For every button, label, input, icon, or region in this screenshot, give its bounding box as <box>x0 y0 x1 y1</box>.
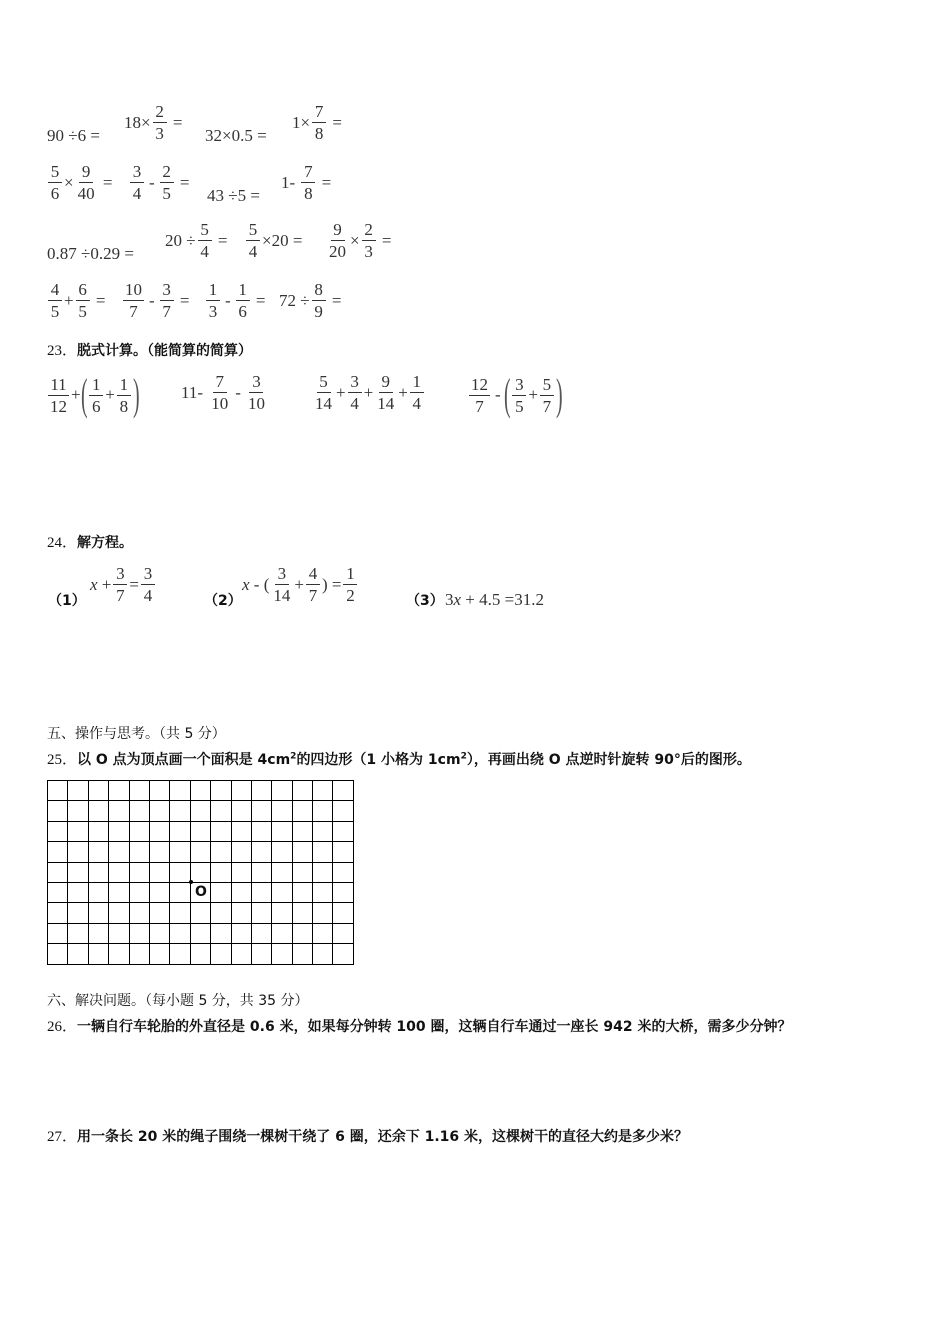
grid-cell <box>333 944 353 964</box>
grid-cell <box>211 923 231 943</box>
calc-3-3: 5 4 ×20 = <box>244 221 302 260</box>
calc-2-1: 5 6 × 9 40 = <box>46 163 112 202</box>
grid-cell <box>190 862 210 882</box>
grid-cell <box>48 862 68 882</box>
grid-cell <box>48 882 68 902</box>
grid-cell <box>333 882 353 902</box>
grid-cell <box>292 923 312 943</box>
grid-cell <box>48 781 68 801</box>
grid-cell <box>68 882 88 902</box>
grid-cell <box>333 842 353 862</box>
grid-cell <box>313 862 333 882</box>
grid-cell <box>88 923 108 943</box>
grid-cell <box>129 862 149 882</box>
grid-cell <box>292 801 312 821</box>
section-5-title: 五、操作与思考。（共 5 分） <box>47 726 226 742</box>
grid-cell <box>88 781 108 801</box>
grid-cell <box>109 781 129 801</box>
grid-cell <box>88 903 108 923</box>
calc-3-4: 9 20 × 2 3 = <box>329 220 392 261</box>
grid-cell <box>129 903 149 923</box>
grid-cell <box>211 821 231 841</box>
grid-cell <box>190 903 210 923</box>
grid-cell <box>313 821 333 841</box>
grid-cell <box>149 903 169 923</box>
grid-cell <box>231 862 251 882</box>
q27-text: 27．用一条长 20 米的绳子围绕一棵树干绕了 6 圈，还余下 1.16 米，这棵树干的直径大约是多少米？ <box>47 1129 689 1145</box>
grid-cell <box>48 821 68 841</box>
grid-cell <box>292 882 312 902</box>
grid-cell <box>292 781 312 801</box>
grid-cell <box>190 821 210 841</box>
grid-cell <box>170 903 190 923</box>
grid-cell <box>251 842 271 862</box>
q24-label-1: （1） <box>48 593 86 609</box>
grid-cell <box>109 842 129 862</box>
grid-cell <box>313 923 333 943</box>
grid-cell <box>68 903 88 923</box>
grid-cell <box>211 842 231 862</box>
calc-1-2: 18× 2 3 = <box>124 102 183 143</box>
grid-cell <box>211 862 231 882</box>
grid-cell <box>313 842 333 862</box>
grid-cell <box>88 801 108 821</box>
grid-cell <box>68 862 88 882</box>
q24-label-3: （3） <box>406 593 444 609</box>
q24-eq-2: x - ( 3 14 + 4 7 ) = 1 2 <box>242 565 359 604</box>
grid-cell <box>251 801 271 821</box>
grid-cell <box>190 842 210 862</box>
grid-cell <box>170 821 190 841</box>
calc-2-4: 1- 7 8 = <box>281 162 332 203</box>
grid-cell <box>109 821 129 841</box>
grid-cell <box>251 944 271 964</box>
grid-cell <box>109 944 129 964</box>
grid-cell <box>129 944 149 964</box>
grid-cell <box>68 842 88 862</box>
grid-cell <box>129 801 149 821</box>
q23-expr-4: 12 7 - ( 3 5 + 5 7 ) <box>471 370 563 419</box>
grid-cell <box>333 821 353 841</box>
grid-cell <box>149 882 169 902</box>
grid-cell <box>211 801 231 821</box>
q26-text: 26．一辆自行车轮胎的外直径是 0.6 米，如果每分钟转 100 圈，这辆自行车通过一座长 942 米的大桥，需多少分钟？ <box>47 1019 792 1035</box>
q24-eq-1: x + 3 7 = 3 4 <box>90 565 157 604</box>
grid-cell <box>231 923 251 943</box>
q24-eq-3: 3 x + 4.5 =31.2 <box>445 590 544 609</box>
grid-cell <box>88 862 108 882</box>
grid-cell <box>170 882 190 902</box>
grid-cell <box>211 903 231 923</box>
grid-cell <box>292 862 312 882</box>
grid-cell <box>129 882 149 902</box>
grid-cell <box>170 944 190 964</box>
grid-cell <box>68 781 88 801</box>
grid-cell <box>48 801 68 821</box>
grid-cell <box>149 821 169 841</box>
calc-1-4: 1× 7 8 = <box>292 102 342 143</box>
calc-1-1: 90 ÷6 = <box>47 126 100 145</box>
q23-heading: 23．脱式计算。（能简算的简算） <box>47 343 253 359</box>
grid-cell <box>170 862 190 882</box>
grid-cell <box>272 944 292 964</box>
calc-1-3: 32×0.5 = <box>205 126 267 145</box>
grid-cell <box>149 842 169 862</box>
calc-4-1: 4 5 + 6 5 = <box>46 281 105 320</box>
grid-cell <box>48 923 68 943</box>
grid-cell <box>251 862 271 882</box>
grid-cell <box>313 801 333 821</box>
grid-cell <box>231 842 251 862</box>
grid-cell <box>231 821 251 841</box>
grid-cell <box>129 781 149 801</box>
grid-cell <box>170 801 190 821</box>
grid-cell <box>313 882 333 902</box>
grid-cell <box>292 944 312 964</box>
q23-expr-3: 5 14 + 3 4 + 9 14 + 1 4 <box>311 373 426 412</box>
grid-cell <box>149 862 169 882</box>
grid-cell <box>292 842 312 862</box>
grid-cell <box>333 781 353 801</box>
q24-label-2: （2） <box>204 593 242 609</box>
grid-cell <box>272 882 292 902</box>
grid-cell <box>272 821 292 841</box>
grid-cell <box>231 903 251 923</box>
grid-cell <box>313 944 333 964</box>
grid-cell <box>211 944 231 964</box>
grid-cell <box>68 821 88 841</box>
grid-cell <box>48 944 68 964</box>
grid-cell <box>231 801 251 821</box>
grid-cell <box>109 923 129 943</box>
grid-cell <box>149 781 169 801</box>
grid-cell <box>88 882 108 902</box>
grid-cell <box>231 781 251 801</box>
square-grid <box>47 780 354 965</box>
q25-text: 25．以 O 点为顶点画一个面积是 $4cm^2$的四边形（1 小格为 $1cm^2$），再画出绕 O 点逆时针旋转 90°后的图形。 <box>47 751 751 768</box>
grid-cell <box>190 923 210 943</box>
grid-cell <box>231 882 251 902</box>
grid-cell <box>272 862 292 882</box>
grid-cell <box>149 801 169 821</box>
calc-3-1: 0.87 ÷0.29 = <box>47 244 134 263</box>
grid-cell <box>88 842 108 862</box>
section-6-title: 六、解决问题。（每小题 5 分，共 35 分） <box>47 993 309 1009</box>
grid-cell <box>272 781 292 801</box>
grid-cell <box>313 781 333 801</box>
grid-cell <box>149 944 169 964</box>
grid-cell <box>251 821 271 841</box>
grid-cell <box>149 923 169 943</box>
grid-cell <box>251 781 271 801</box>
grid-cell <box>190 944 210 964</box>
grid-cell <box>251 882 271 902</box>
grid-cell <box>251 903 271 923</box>
grid-cell <box>333 862 353 882</box>
grid-cell <box>190 801 210 821</box>
calc-3-2: 20 ÷ 5 4 = <box>165 220 228 261</box>
grid-cell <box>313 903 333 923</box>
q23-expr-2: 11- 7 10 - 3 10 <box>181 372 265 413</box>
calc-4-2: 10 7 - 3 7 = <box>125 280 190 321</box>
grid-cell <box>88 944 108 964</box>
grid-cell <box>170 781 190 801</box>
grid-cell <box>272 903 292 923</box>
grid-cell <box>68 923 88 943</box>
grid-cell <box>170 842 190 862</box>
grid-cell <box>129 821 149 841</box>
grid-cell <box>109 862 129 882</box>
grid-cell <box>68 944 88 964</box>
grid-cell <box>292 821 312 841</box>
grid-cell <box>48 842 68 862</box>
point-o <box>189 880 193 884</box>
grid-cell <box>272 801 292 821</box>
point-o-label: O <box>195 884 207 900</box>
grid-cell <box>333 801 353 821</box>
calc-4-4: 72 ÷ 8 9 = <box>279 280 342 321</box>
grid-cell <box>251 923 271 943</box>
grid-cell <box>211 781 231 801</box>
calc-2-3: 43 ÷5 = <box>207 186 260 205</box>
grid-cell <box>68 801 88 821</box>
grid-cell <box>109 801 129 821</box>
grid-cell <box>170 923 190 943</box>
grid-cell <box>211 882 231 902</box>
grid-cell <box>109 882 129 902</box>
q23-expr-1: 11 12 + ( 1 6 + 1 8 ) <box>50 370 140 419</box>
grid-cell <box>88 821 108 841</box>
grid-cell <box>231 944 251 964</box>
calc-4-3: 1 3 - 1 6 = <box>204 281 266 320</box>
grid-cell <box>333 903 353 923</box>
grid-cell <box>272 923 292 943</box>
grid-cell <box>48 903 68 923</box>
grid-cell <box>292 903 312 923</box>
grid-cell <box>272 842 292 862</box>
grid-cell <box>129 842 149 862</box>
grid-cell <box>109 903 129 923</box>
q24-heading: 24．解方程。 <box>47 535 134 551</box>
calc-2-2: 3 4 - 2 5 = <box>128 163 190 202</box>
grid-cell <box>129 923 149 943</box>
grid-cell <box>333 923 353 943</box>
grid-cell <box>190 781 210 801</box>
